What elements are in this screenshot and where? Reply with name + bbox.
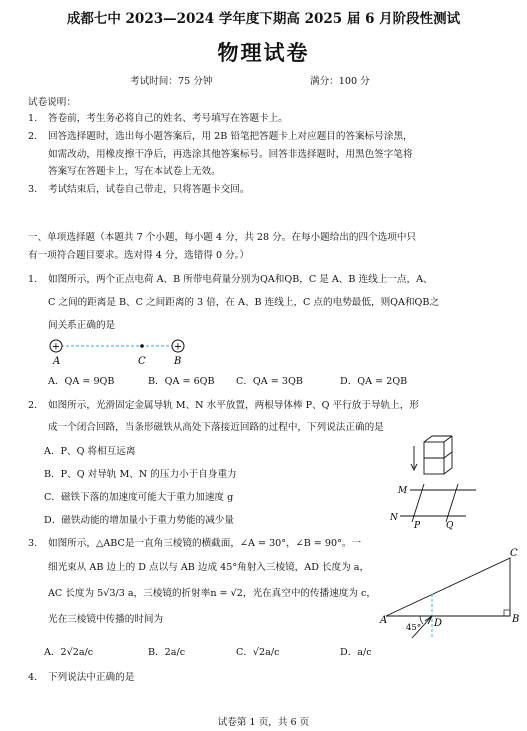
prism-diagram (370, 546, 520, 642)
option-a: A．QA = 9QB (48, 376, 115, 387)
question-text: 成一个闭合回路，当条形磁铁从高处下落接近回路的过程中，下列说法正确的是 (48, 422, 384, 433)
option-c: C．QA = 3QB (236, 376, 303, 387)
exam-time: 考试时间：75 分钟 (130, 76, 213, 87)
label-d: D (434, 618, 443, 629)
full-score: 满分：100 分 (310, 76, 370, 87)
option-d: D．QA = 2QB (340, 376, 408, 387)
option-a: A．P、Q 将相互远离 (44, 446, 136, 457)
plus-sign-b: + (173, 341, 183, 353)
page-footer: 试卷第 1 页，共 6 页 (217, 717, 310, 728)
instruction-num: 3. (28, 184, 38, 195)
instructions-heading: 试卷说明： (28, 97, 76, 108)
option-c: C．磁铁下落的加速度可能大于重力加速度 g (44, 492, 234, 503)
plus-sign-a: + (51, 341, 61, 353)
instruction-line: 如需改动，用橡皮擦干净后，再选涂其他答案标号。回答非选择题时，用黑色签字笔将 (48, 149, 413, 160)
section-heading: 有一项符合题目要求。选对得 4 分，选错得 0 分。） (28, 250, 250, 261)
question-number: 1. (28, 274, 38, 285)
point-c (140, 344, 144, 348)
instruction-line: 考试结束后，试卷自己带走，只将答题卡交回。 (48, 184, 250, 195)
option-b: B．2a/c (148, 647, 186, 658)
question-text: C 之间的距离是 B、C 之间距离的 3 倍，在 A、B 连线上，C 点的电势最低，则QA和QB之 (48, 297, 440, 308)
option-c: C．√2a/c (236, 647, 280, 658)
bar-magnet (424, 436, 452, 474)
question-text: 下列说法中正确的是 (48, 672, 135, 683)
option-b: B．P、Q 对导轨 M、N 的压力小于自身重力 (44, 469, 237, 480)
question-number: 4. (28, 672, 38, 683)
instruction-num: 1. (28, 113, 38, 124)
instruction-line: 答案写在答题卡上，写在本试卷上无效。 (48, 166, 221, 177)
label-c: C (510, 548, 518, 559)
question-text: 如图所示，光滑固定金属导轨 M、N 水平放置，两根导体棒 P、Q 平行放于导轨上，形 (48, 400, 419, 411)
question-text: 如图所示，△ABC是一直角三棱镜的横截面，∠A = 30°，∠B = 90°。一 (48, 538, 362, 549)
option-a: A．2√2a/c (44, 647, 94, 658)
question-number: 3. (28, 538, 38, 549)
label-p: P (414, 521, 421, 530)
page-title: 物理试卷 (217, 40, 310, 65)
question-text: AC 长度为 5√3/3 a，三棱镜的折射率n = √2，光在真空中的传播速度为 c， (48, 588, 376, 599)
label-c: C (138, 356, 146, 366)
section-heading: 一、单项选择题（本题共 7 个小题，每小题 4 分，共 28 分。在每小题给出的四个选项中只 (28, 232, 417, 243)
instruction-num: 2. (28, 131, 38, 142)
angle-label: 45° (406, 623, 422, 633)
charge-diagram (42, 336, 202, 366)
label-q: Q (446, 521, 454, 530)
school-header: 成都七中 2023—2024 学年度下期高 2025 届 6 月阶段性测试 (66, 11, 461, 27)
label-a: A (53, 356, 61, 366)
label-a: A (380, 615, 388, 626)
option-b: B．QA = 6QB (148, 376, 215, 387)
question-text: 光在三棱镜中传播的时间为 (48, 614, 164, 625)
label-b: B (512, 614, 520, 625)
label-n: N (390, 513, 398, 523)
magnet-rail-diagram (390, 434, 490, 530)
option-d: D．a/c (340, 647, 372, 658)
label-b: B (174, 356, 182, 366)
instruction-line: 答卷前，考生务必将自己的姓名、考号填写在答题卡上。 (48, 113, 288, 124)
option-d: D．磁铁动能的增加量小于重力势能的减少量 (44, 515, 234, 526)
right-angle-mark (504, 610, 510, 616)
question-text: 间关系正确的是 (48, 320, 116, 331)
triangle-abc (386, 558, 510, 616)
instruction-line: 回答选择题时，选出每小题答案后，用 2B 铅笔把答题卡上对应题目的答案标号涂黑， (48, 131, 413, 142)
question-text: 如图所示，两个正点电荷 A、B 所带电荷量分别为QA和QB，C 是 A、B 连线上一点，A、 (48, 274, 433, 285)
label-m: M (398, 486, 408, 496)
question-text: 细光束从 AB 边上的 D 点以与 AB 边成 45°角射入三棱镜，AD 长度为 a， (48, 562, 370, 573)
question-number: 2. (28, 400, 38, 411)
